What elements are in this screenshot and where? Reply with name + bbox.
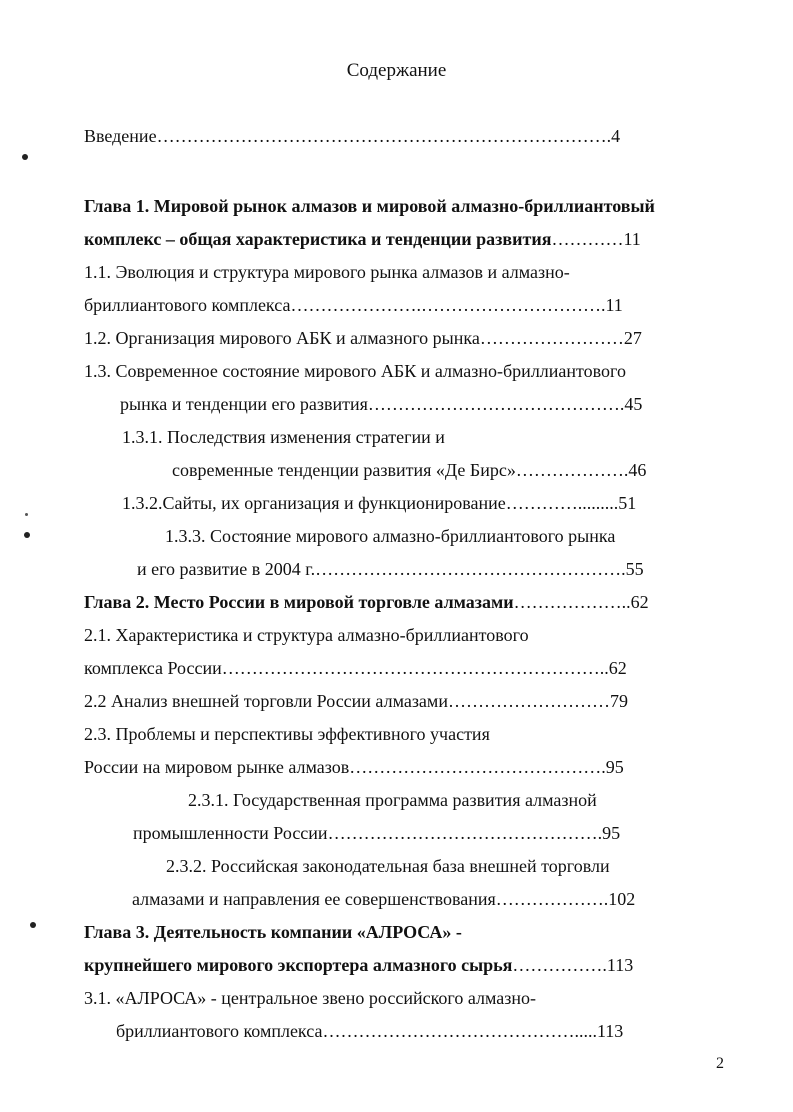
toc-entry-text: Глава 2. Место России в мировой торговле алмазами — [84, 592, 514, 612]
toc-leader-dots: ……………………………………………………….. — [221, 658, 609, 678]
toc-entry-text: 1.3.1. Последствия изменения стратегии и — [122, 427, 445, 447]
toc-page-number: 27 — [623, 328, 642, 348]
toc-entry-1-1-line-2 — [84, 294, 623, 316]
toc-page-number: 113 — [596, 1021, 624, 1041]
toc-page-number: 79 — [609, 691, 628, 711]
toc-page-number: 4 — [611, 126, 621, 146]
toc-entry-introduction — [84, 125, 620, 147]
scan-speck — [24, 532, 30, 538]
toc-leader-dots: ………………. — [495, 889, 609, 909]
toc-leader-dots: …………………………………………………………………. — [156, 126, 612, 146]
toc-entry-text: России на мировом рынке алмазов — [84, 757, 350, 777]
toc-entry-text: 2.2 Анализ внешней торговли России алмазами — [84, 691, 448, 711]
toc-entry-text: 1.1. Эволюция и структура мирового рынка алмазов и алмазно- — [84, 262, 570, 282]
page-title: Содержание — [346, 60, 447, 81]
toc-entry-3-1-line-2 — [116, 1020, 623, 1042]
page-number: 2 — [716, 1055, 724, 1072]
toc-entry-text: и его развитие в 2004 г. — [137, 559, 316, 579]
toc-entry-chapter-2 — [84, 591, 649, 613]
toc-page-number: 62 — [630, 592, 649, 612]
toc-page-number: 113 — [606, 955, 634, 975]
toc-entry-1-3-2 — [122, 492, 636, 514]
toc-leader-dots: ………………….…………………………. — [290, 295, 606, 315]
toc-entry-text: Введение — [84, 126, 157, 146]
toc-page-number: 11 — [605, 295, 623, 315]
toc-leader-dots: ……………………………………………. — [315, 559, 626, 579]
toc-leader-dots: …………......... — [505, 493, 619, 513]
toc-entry-text: алмазами и направления ее совершенствования — [132, 889, 496, 909]
toc-entry-2-2 — [84, 690, 628, 712]
toc-entry-text: бриллиантового комплекса — [84, 295, 291, 315]
toc-entry-text: 1.3.3. Состояние мирового алмазно-бриллиантового рынка — [165, 526, 616, 546]
toc-leader-dots: ………… — [551, 229, 624, 249]
toc-leader-dots: ………………………………………. — [327, 823, 603, 843]
toc-leader-dots: …………………… — [479, 328, 624, 348]
toc-leader-dots: ……………. — [512, 955, 607, 975]
toc-leader-dots: ………………. — [515, 460, 629, 480]
toc-leader-dots: ……………………… — [447, 691, 610, 711]
toc-entry-2-3-2-line-1 — [166, 855, 610, 877]
toc-entry-text: комплекс – общая характеристика и тенденции развития — [84, 229, 552, 249]
toc-entry-2-1-line-2 — [84, 657, 627, 679]
toc-entry-1-3-line-1 — [84, 360, 626, 382]
toc-entry-chapter-1-line-2 — [84, 228, 641, 250]
toc-entry-1-3-line-2 — [120, 393, 642, 415]
scan-speck — [30, 922, 36, 928]
toc-entry-chapter-3-line-2 — [84, 954, 633, 976]
toc-entry-text: Глава 1. Мировой рынок алмазов и мировой алмазно-бриллиантовый — [84, 196, 655, 216]
toc-page-number: 55 — [625, 559, 644, 579]
toc-page-number: 46 — [628, 460, 647, 480]
toc-entry-text: Глава 3. Деятельность компании «АЛРОСА» - — [84, 922, 462, 942]
toc-entry-1-1-line-1 — [84, 261, 570, 283]
toc-entry-text: 3.1. «АЛРОСА» - центральное звено российского алмазно- — [84, 988, 536, 1008]
toc-entry-1-2 — [84, 327, 642, 349]
toc-entry-1-3-1-line-2 — [172, 459, 646, 481]
toc-entry-2-3-line-1 — [84, 723, 490, 745]
toc-entry-text: 1.3. Современное состояние мирового АБК и алмазно-бриллиантового — [84, 361, 626, 381]
toc-entry-text: рынка и тенденции его развития — [120, 394, 368, 414]
toc-entry-1-3-3-line-2 — [137, 558, 644, 580]
scan-speck — [22, 154, 28, 160]
toc-entry-text: 2.1. Характеристика и структура алмазно-бриллиантового — [84, 625, 529, 645]
toc-entry-1-3-1-line-1 — [122, 426, 445, 448]
toc-entry-text: 1.2. Организация мирового АБК и алмазного рынка — [84, 328, 480, 348]
toc-entry-text: промышленности России — [133, 823, 328, 843]
toc-entry-2-3-1-line-1 — [188, 789, 597, 811]
toc-entry-text: 2.3.1. Государственная программа развития алмазной — [188, 790, 597, 810]
toc-page-number: 95 — [605, 757, 624, 777]
toc-entry-text: 1.3.2.Сайты, их организация и функционирование — [122, 493, 506, 513]
toc-entry-text: современные тенденции развития «Де Бирс» — [172, 460, 516, 480]
toc-leader-dots: ……………….. — [513, 592, 631, 612]
toc-leader-dots: ……………………………………. — [367, 394, 625, 414]
toc-entry-text: 2.3.2. Российская законодательная база внешней торговли — [166, 856, 610, 876]
toc-entry-2-3-line-2 — [84, 756, 624, 778]
toc-page-number: 45 — [624, 394, 643, 414]
toc-entry-text: 2.3. Проблемы и перспективы эффективного участия — [84, 724, 490, 744]
toc-leader-dots: ……………………………………. — [349, 757, 606, 777]
toc-entry-text: комплекса России — [84, 658, 222, 678]
toc-entry-2-3-2-line-2 — [132, 888, 635, 910]
toc-entry-1-3-3-line-1 — [165, 525, 615, 547]
toc-entry-chapter-1-line-1 — [84, 195, 655, 217]
toc-page-number: 62 — [608, 658, 627, 678]
toc-page-number: 102 — [608, 889, 636, 909]
toc-page-number: 11 — [623, 229, 641, 249]
toc-entry-2-3-1-line-2 — [133, 822, 620, 844]
toc-entry-text: бриллиантового комплекса — [116, 1021, 323, 1041]
toc-entry-2-1-line-1 — [84, 624, 529, 646]
toc-page-number: 95 — [602, 823, 621, 843]
toc-entry-text: крупнейшего мирового экспортера алмазного сырья — [84, 955, 513, 975]
toc-page-number: 51 — [618, 493, 637, 513]
toc-entry-3-1-line-1 — [84, 987, 536, 1009]
scan-speck — [25, 513, 28, 516]
toc-entry-chapter-3-line-1 — [84, 921, 462, 943]
toc-leader-dots: ……………………………………..... — [322, 1021, 597, 1041]
